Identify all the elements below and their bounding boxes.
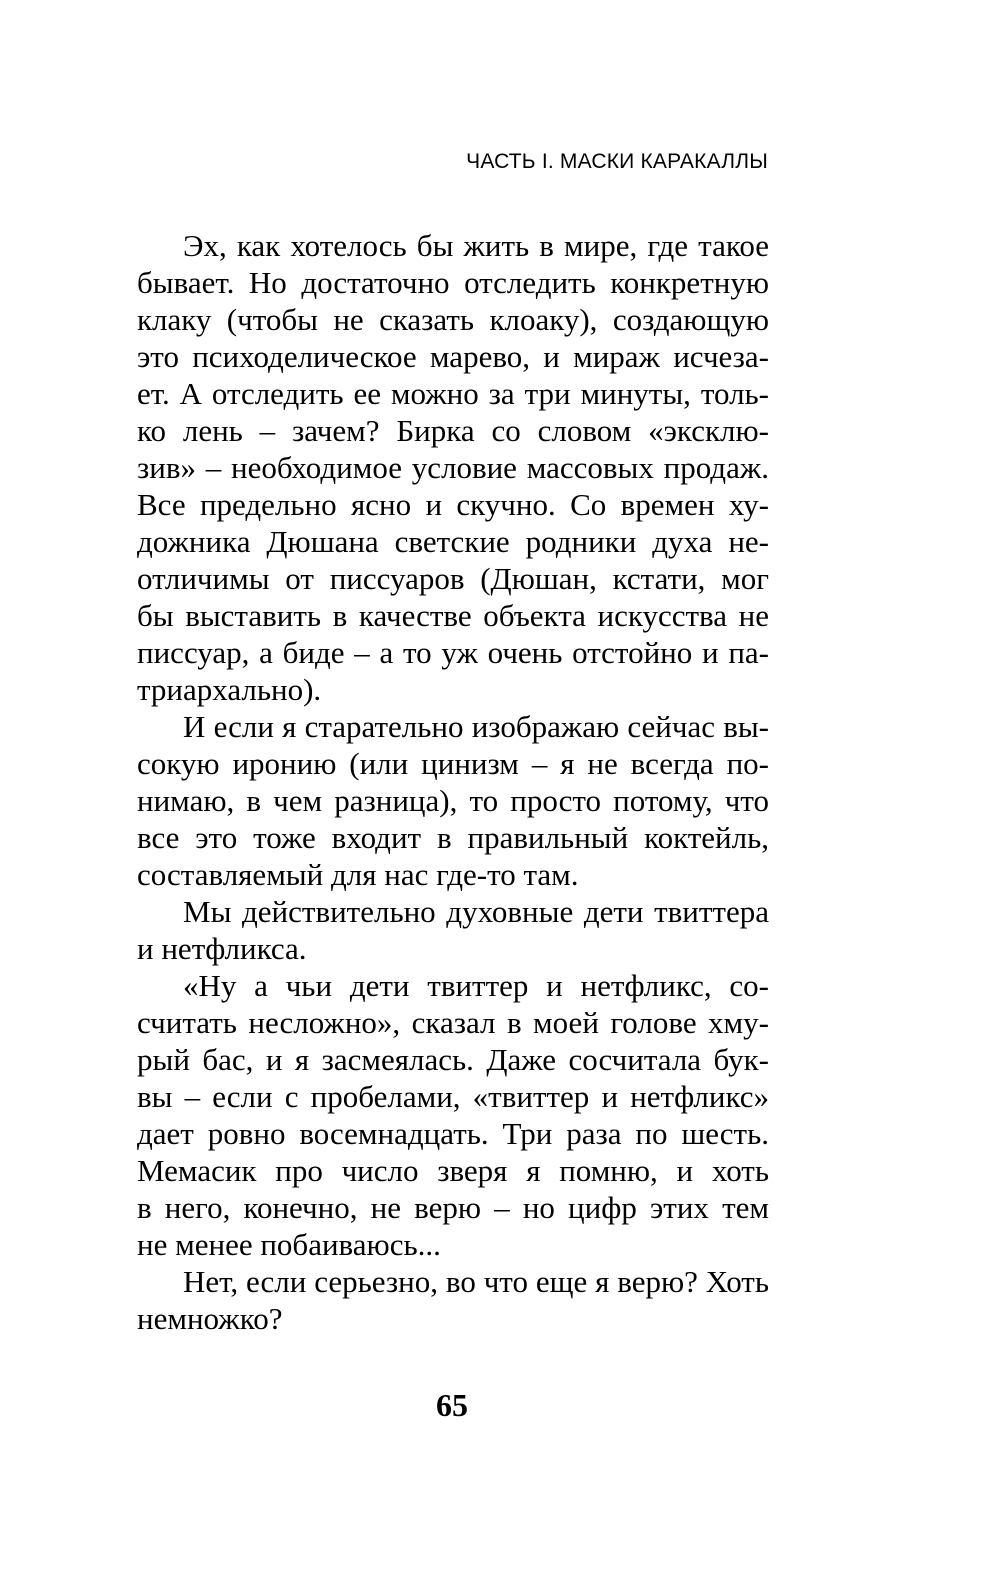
text-line: это психоделическое марево, и мираж исчеза- [137,339,769,374]
text-line: Эх, как хотелось бы жить в мире, где такое [183,228,769,263]
text-line: считать несложно», сказал в моей голове хму- [137,1005,769,1040]
paragraph-3 [137,893,769,967]
text-line: сокую иронию (или цинизм – я не всегда по- [137,746,769,781]
text-line: немножко? [137,1301,283,1336]
text-line: писсуар, а биде – а то уж очень отстойно и па- [137,635,769,670]
text-line: не менее побаиваюсь... [137,1227,441,1262]
page-number: 65 [436,1387,468,1423]
text-line: все это тоже входит в правильный коктейль, [137,820,769,855]
text-line: зив» – необходимое условие массовых продаж. [137,450,769,485]
text-line: отличимы от писсуаров (Дюшан, кстати, мог [137,561,769,596]
text-line: ет. А отследить ее можно за три минуты, толь- [137,376,769,411]
text-line: и нетфликса. [137,931,307,966]
text-line: дает ровно восемнадцать. Три раза по шесть. [137,1116,769,1151]
text-line: нимаю, в чем разница), то просто потому, что [137,783,769,818]
text-line: Мемасик про число зверя я помню, и хоть [137,1153,769,1188]
text-line: бы выставить в качестве объекта искусства не [137,598,769,633]
text-line: составляемый для нас где-то там. [137,857,579,892]
text-line: Мы действительно духовные дети твиттера [183,894,769,929]
text-line: бывает. Но достаточно отследить конкретную [137,265,769,300]
paragraph-4 [137,967,769,1263]
body-text [137,227,769,1337]
text-line: «Ну а чьи дети твиттер и нетфликс, со- [183,968,769,1003]
text-line: клаку (чтобы не сказать клоаку), создающую [137,302,769,337]
text-line: ко лень – зачем? Бирка со словом «эксклю- [137,413,769,448]
running-head: ЧАСТЬ I. МАСКИ КАРАКАЛЛЫ [466,150,768,173]
paragraph-5 [137,1263,769,1337]
text-line: триархально). [137,672,322,707]
text-line: рый бас, и я засмеялась. Даже сосчитала бук- [137,1042,769,1077]
text-line: вы – если с пробелами, «твиттер и нетфликс» [137,1079,769,1114]
paragraph-1 [137,227,769,708]
text-line: Все предельно ясно и скучно. Со времен ху- [137,487,769,522]
text-line: дожника Дюшана светские родники духа не- [137,524,769,559]
paragraph-2 [137,708,769,893]
text-line: в него, конечно, не верю – но цифр этих тем [137,1190,769,1225]
text-line: И если я старательно изображаю сейчас вы- [183,709,769,744]
text-line: Нет, если серьезно, во что еще я верю? Хоть [183,1264,769,1299]
